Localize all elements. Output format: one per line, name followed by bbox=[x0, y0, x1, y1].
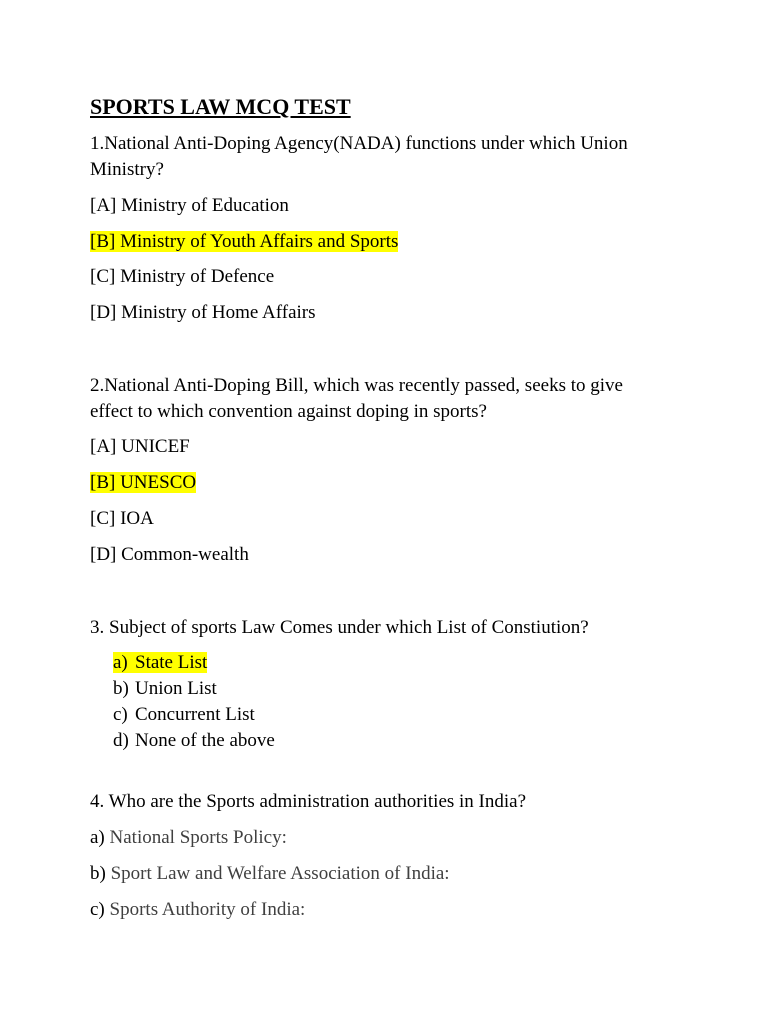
q3-option-b bbox=[113, 676, 217, 702]
q4-option-c-marker: c) bbox=[90, 899, 105, 920]
q4-option-c bbox=[90, 897, 305, 923]
q4-option-b bbox=[90, 861, 450, 887]
list-marker: a) bbox=[113, 652, 128, 673]
q2-option-b bbox=[90, 470, 196, 496]
q3-option-a bbox=[113, 650, 207, 676]
q1-option-b-highlight: [B] Ministry of Youth Affairs and Sports bbox=[90, 231, 399, 252]
q2-option-c: [C] IOA bbox=[90, 508, 154, 529]
q2-option-d: [D] Common-wealth bbox=[90, 544, 249, 565]
q4-option-b-text: Sport Law and Welfare Association of India: bbox=[110, 863, 450, 884]
list-item-text: Concurrent List bbox=[135, 704, 255, 725]
q1-option-c: [C] Ministry of Defence bbox=[90, 266, 275, 287]
q4-option-b-marker: b) bbox=[90, 863, 106, 884]
q3-question: 3. Subject of sports Law Comes under which List of Constiution? bbox=[90, 617, 589, 638]
list-marker: b) bbox=[113, 678, 129, 699]
q1-question-line1: 1.National Anti-Doping Agency(NADA) functions under which Union bbox=[90, 133, 628, 154]
q1-question-line2: Ministry? bbox=[90, 159, 164, 180]
q2-option-b-highlight: [B] UNESCO bbox=[90, 472, 197, 493]
q4-option-a-marker: a) bbox=[90, 827, 105, 848]
list-marker: d) bbox=[113, 730, 129, 751]
list-marker: c) bbox=[113, 704, 128, 725]
list-item-text: Union List bbox=[135, 678, 217, 699]
q1-option-b bbox=[90, 229, 398, 255]
q2-question-line1: 2.National Anti-Doping Bill, which was recently passed, seeks to give bbox=[90, 375, 623, 396]
q2-question-line2: effect to which convention against doping in sports? bbox=[90, 401, 487, 422]
q4-option-a-text: National Sports Policy: bbox=[109, 827, 287, 848]
q4-option-a bbox=[90, 825, 287, 851]
q3-option-d bbox=[113, 728, 275, 754]
q4-question: 4. Who are the Sports administration authorities in India? bbox=[90, 791, 527, 812]
list-item-text: State List bbox=[135, 652, 208, 673]
q2-option-a: [A] UNICEF bbox=[90, 436, 190, 457]
q3-option-a-highlight bbox=[113, 652, 207, 673]
q4-option-c-text: Sports Authority of India: bbox=[109, 899, 306, 920]
q1-option-a: [A] Ministry of Education bbox=[90, 195, 289, 216]
page-title: SPORTS LAW MCQ TEST bbox=[90, 94, 351, 119]
q1-option-d: [D] Ministry of Home Affairs bbox=[90, 302, 316, 323]
q3-option-c bbox=[113, 702, 255, 728]
list-item-text: None of the above bbox=[135, 730, 275, 751]
